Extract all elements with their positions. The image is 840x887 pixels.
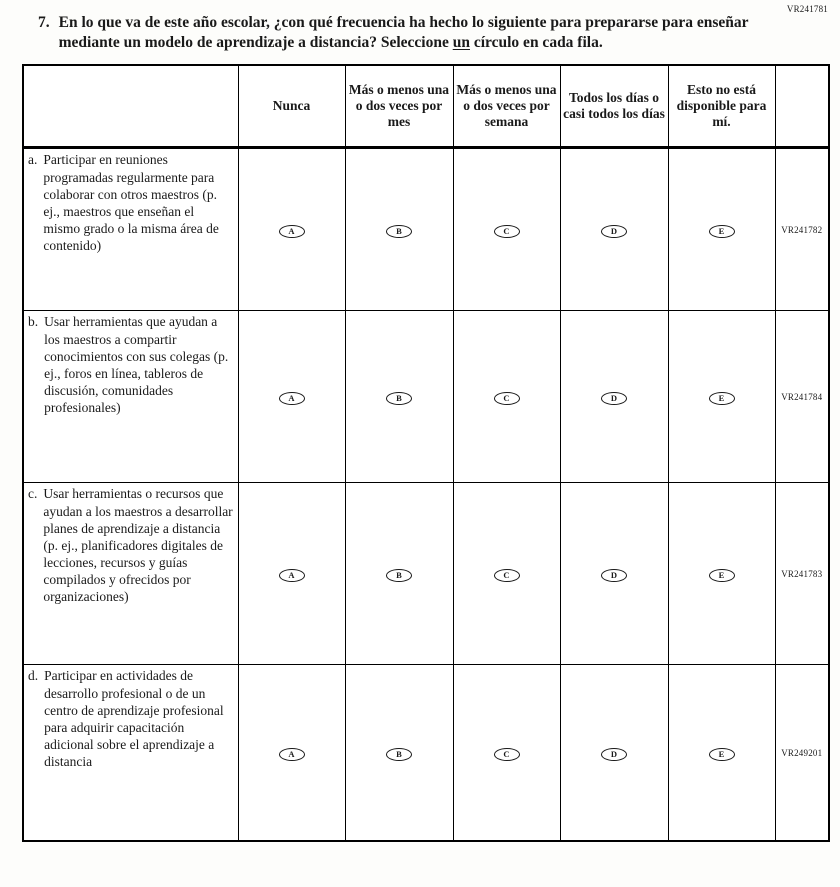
item-letter: d. — [28, 668, 39, 684]
table-row — [23, 665, 829, 841]
item-cell — [23, 148, 238, 311]
row-code: VR249201 — [775, 665, 829, 841]
question-number: 7. — [38, 14, 50, 31]
answer-bubble-b[interactable]: B — [386, 569, 412, 582]
question-text-part2: círculo en cada fila. — [469, 34, 603, 52]
answer-bubble-d[interactable]: D — [601, 225, 627, 238]
header-empty-code — [775, 65, 829, 148]
option-cell — [560, 311, 668, 483]
option-cell — [560, 148, 668, 311]
item-text: Participar en reuniones programadas regularmente para colaborar con otros maestros (p. ej., maestros que enseñan el mismo grado o la misma área de contenido) — [43, 152, 219, 254]
row-code: VR241783 — [775, 483, 829, 665]
question-text-part1: En lo que va de este año escolar, ¿con qué frecuencia ha hecho lo siguiente para prepararse para enseñar mediante un modelo de aprendizaje a distancia? Seleccione — [58, 14, 749, 52]
column-header-mes: Más o menos una o dos veces por mes — [345, 65, 453, 148]
option-cell — [238, 665, 345, 841]
option-cell — [668, 148, 775, 311]
answer-bubble-b[interactable]: B — [386, 748, 412, 761]
answer-bubble-e[interactable]: E — [709, 569, 735, 582]
answer-bubble-c[interactable]: C — [494, 392, 520, 405]
answer-bubble-c[interactable]: C — [494, 225, 520, 238]
item-cell — [23, 311, 238, 483]
option-cell — [668, 483, 775, 665]
answer-bubble-a[interactable]: A — [279, 569, 305, 582]
answer-bubble-a[interactable]: A — [279, 392, 305, 405]
frequency-matrix-table — [22, 64, 830, 842]
option-cell — [238, 148, 345, 311]
column-header-no-disponible: Esto no está disponible para mí. — [668, 65, 775, 148]
item-text: Usar herramientas o recursos que ayudan a los maestros a desarrollar planes de aprendizaje a distancia (p. ej., planificadores digitales de lecciones, recursos y guías compilados y ofrecidos por organizaciones) — [43, 486, 233, 605]
column-header-todos-dias: Todos los días o casi todos los días — [560, 65, 668, 148]
column-header-semana: Más o menos una o dos veces por semana — [453, 65, 560, 148]
question-text-underlined: un — [452, 34, 470, 52]
answer-bubble-d[interactable]: D — [601, 392, 627, 405]
answer-bubble-e[interactable]: E — [709, 225, 735, 238]
answer-bubble-a[interactable]: A — [279, 225, 305, 238]
table-row — [23, 483, 829, 665]
option-cell — [560, 665, 668, 841]
option-cell — [453, 483, 560, 665]
item-letter: c. — [28, 486, 38, 502]
item-cell — [23, 665, 238, 841]
option-cell — [453, 311, 560, 483]
item-cell — [23, 483, 238, 665]
item-letter: b. — [28, 314, 39, 330]
answer-bubble-b[interactable]: B — [386, 392, 412, 405]
answer-bubble-e[interactable]: E — [709, 748, 735, 761]
answer-bubble-c[interactable]: C — [494, 748, 520, 761]
answer-bubble-c[interactable]: C — [494, 569, 520, 582]
answer-bubble-d[interactable]: D — [601, 569, 627, 582]
answer-bubble-a[interactable]: A — [279, 748, 305, 761]
option-cell — [453, 148, 560, 311]
table-row — [23, 311, 829, 483]
option-cell — [345, 665, 453, 841]
answer-bubble-b[interactable]: B — [386, 225, 412, 238]
option-cell — [560, 483, 668, 665]
option-cell — [238, 483, 345, 665]
form-code: VR241781 — [786, 4, 828, 14]
item-text: Usar herramientas que ayudan a los maestros a compartir conocimientos con sus colegas (p. ej., foros en línea, tableros de discusión, comunidades profesionales) — [44, 314, 229, 416]
option-cell — [238, 311, 345, 483]
question-stem — [0, 0, 840, 64]
question-text — [59, 13, 800, 54]
row-code: VR241782 — [775, 148, 829, 311]
header-row — [23, 65, 829, 148]
option-cell — [668, 665, 775, 841]
option-cell — [668, 311, 775, 483]
item-text: Participar en actividades de desarrollo profesional o de un centro de aprendizaje profesional para adquirir capacitación adicional sobre el aprendizaje a distancia — [44, 668, 224, 770]
answer-bubble-d[interactable]: D — [601, 748, 627, 761]
table-row — [23, 148, 829, 311]
option-cell — [345, 148, 453, 311]
item-letter: a. — [28, 152, 38, 168]
option-cell — [453, 665, 560, 841]
option-cell — [345, 483, 453, 665]
option-cell — [345, 311, 453, 483]
header-empty-item — [23, 65, 238, 148]
column-header-nunca: Nunca — [238, 65, 345, 148]
answer-bubble-e[interactable]: E — [709, 392, 735, 405]
row-code: VR241784 — [775, 311, 829, 483]
